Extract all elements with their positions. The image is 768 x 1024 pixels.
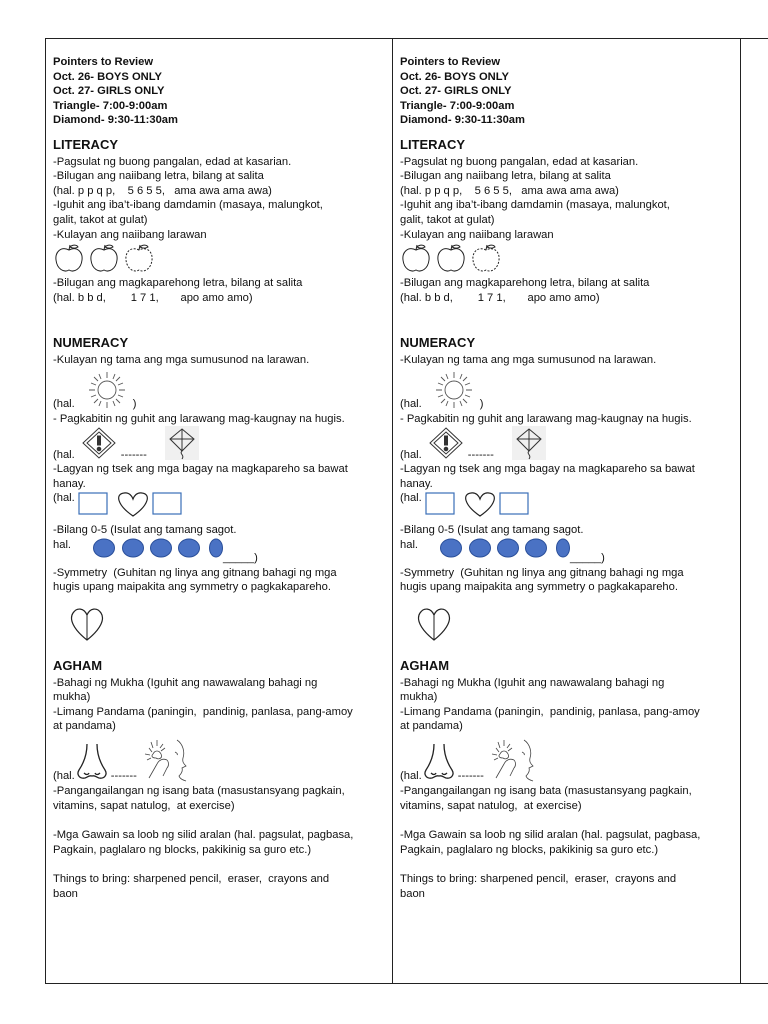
hal-label: (hal. [400,397,422,410]
answer-blank: _____) [570,552,605,565]
numeracy-line: -Kulayan ng tama ang mga sumusunod na larawan. [400,353,657,366]
literacy-line: -Bilugan ang magkaparehong letra, bilang at salita [400,277,650,290]
sun-icon [81,370,133,410]
literacy-heading: LITERACY [53,136,118,152]
boys-schedule: Oct. 26- BOYS ONLY [400,70,510,83]
literacy-line: -Bilugan ang magkaparehong letra, bilang at salita [53,277,303,290]
heart-symmetry-icon [67,605,393,651]
shape-match-example [53,426,393,462]
agham-line: -Limang Pandama (paningin, pandinig, panlasa, pang-amoy [53,705,353,718]
shapes-row-icon [77,489,187,519]
numeracy-line: -Symmetry (Guhitan ng linya ang gitnang bahagi ng mga [400,566,684,579]
triangle-schedule: Triangle- 7:00-9:00am [53,99,168,112]
numeracy-line: hugis upang maipakita ang symmetry o pagkakapareho. [53,581,331,594]
hal-label: hal. [400,538,419,551]
spacer [400,813,740,828]
column-divider-2 [740,38,741,984]
sun-example [400,368,740,412]
answer-blank: _____) [223,552,258,565]
blue-circles-icon [440,538,570,558]
hal-label: (hal. [53,492,75,505]
hal-label: (hal. [53,770,75,783]
hal-label: (hal. [53,397,75,410]
literacy-line: galit, takot at gulat) [400,213,495,226]
diamond-schedule: Diamond- 9:30-11:30am [400,114,525,127]
numeracy-line: -Bilang 0-5 (Isulat ang tamang sagot. [53,524,237,537]
numeracy-line: - Pagkabitin ng guhit ang larawang mag-kaugnay na hugis. [53,412,345,425]
numeracy-line: - Pagkabitin ng guhit ang larawang mag-kaugnay na hugis. [400,412,692,425]
hal-label: (hal. [53,448,75,461]
senses-example [400,738,740,784]
agham-line: -Mga Gawain sa loob ng silid aralan (hal. pagsulat, pagbasa, [400,829,701,842]
sun-icon [428,370,480,410]
senses-dashes: ------- [110,770,137,783]
spacer [53,813,393,828]
literacy-line: galit, takot at gulat) [53,213,148,226]
literacy-line: -Kulayan ang naiibang larawan [53,228,207,241]
literacy-line: (hal. p p q p, 5 6 5 5, ama awa ama awa) [53,184,272,197]
agham-line: -Limang Pandama (paningin, pandinig, panlasa, pang-amoy [400,705,700,718]
apples-illustration [53,244,393,276]
agham-line: -Bahagi ng Mukha (Iguhit ang nawawalang bahagi ng [53,676,318,689]
review-title: Pointers to Review [400,56,501,68]
spacer [53,857,393,872]
kite-icon [165,426,199,460]
literacy-line: -Kulayan ang naiibang larawan [400,228,554,241]
things-to-bring-cont: baon [400,888,425,900]
agham-line: at pandama) [53,720,116,733]
counting-example [53,538,393,565]
match-dashes: ------- [467,448,494,461]
literacy-line: -Pagsulat ng buong pangalan, edad at kasarian. [400,155,639,168]
agham-line: mukha) [53,691,91,704]
smelling-flower-icon [486,736,538,782]
agham-line: mukha) [400,691,438,704]
apples-illustration [400,244,740,276]
numeracy-heading: NUMERACY [400,335,476,351]
smelling-flower-icon [139,736,191,782]
shape-match-example [400,426,740,462]
road-sign-icon [79,426,119,460]
agham-line: Pagkain, paglalaro ng blocks, pakikinig sa guro etc.) [400,843,659,856]
hal-label: (hal. [400,770,422,783]
road-sign-icon [426,426,466,460]
numeracy-line: -Lagyan ng tsek ang mga bagay na magkapareho sa bawat [53,463,348,476]
literacy-line: (hal. b b d, 1 7 1, apo amo amo) [53,291,253,304]
counting-example [400,538,740,565]
numeracy-heading: NUMERACY [53,335,129,351]
review-column-left [53,55,393,902]
agham-line: -Bahagi ng Mukha (Iguhit ang nawawalang bahagi ng [400,676,665,689]
agham-line: vitamins, sapat natulog, at exercise) [400,799,582,812]
review-title: Pointers to Review [53,56,154,68]
nose-icon [75,742,109,782]
agham-line: at pandama) [400,720,463,733]
same-objects-example [400,491,740,513]
literacy-line: -Pagsulat ng buong pangalan, edad at kasarian. [53,155,292,168]
numeracy-line: -Lagyan ng tsek ang mga bagay na magkapareho sa bawat [400,463,695,476]
sun-example [53,368,393,412]
agham-line: Pagkain, paglalaro ng blocks, pakikinig sa guro etc.) [53,843,312,856]
numeracy-line: hanay. [53,477,86,490]
spacer [400,857,740,872]
senses-example [53,738,393,784]
numeracy-line: hugis upang maipakita ang symmetry o pagkakapareho. [400,581,678,594]
senses-dashes: ------- [457,770,484,783]
review-column-right [400,55,740,902]
literacy-line: -Bilugan ang naiibang letra, bilang at salita [400,170,611,183]
hal-label: (hal. [400,492,422,505]
nose-icon [422,742,456,782]
hal-label: (hal. [400,448,422,461]
agham-line: -Mga Gawain sa loob ng silid aralan (hal. pagsulat, pagbasa, [53,829,354,842]
hal-label: hal. [53,538,72,551]
literacy-line: (hal. p p q p, 5 6 5 5, ama awa ama awa) [400,184,619,197]
agham-line: vitamins, sapat natulog, at exercise) [53,799,235,812]
agham-heading: AGHAM [400,658,450,674]
kite-icon [512,426,546,460]
numeracy-line: -Bilang 0-5 (Isulat ang tamang sagot. [400,524,584,537]
blue-circles-icon [93,538,223,558]
same-objects-example [53,491,393,513]
things-to-bring-cont: baon [53,888,78,900]
numeracy-line: -Symmetry (Guhitan ng linya ang gitnang bahagi ng mga [53,566,337,579]
agham-line: -Pangangailangan ng isang bata (masustansyang pagkain, [400,785,692,798]
things-to-bring: Things to bring: sharpened pencil, eraser, crayons and [400,873,677,886]
diamond-schedule: Diamond- 9:30-11:30am [53,114,178,127]
literacy-line: -Iguhit ang iba’t-ibang damdamin (masaya, malungkot, [53,199,323,212]
literacy-line: -Bilugan ang naiibang letra, bilang at salita [53,170,264,183]
numeracy-line: -Kulayan ng tama ang mga sumusunod na larawan. [53,353,310,366]
literacy-line: (hal. b b d, 1 7 1, apo amo amo) [400,291,600,304]
things-to-bring: Things to bring: sharpened pencil, eraser, crayons and [53,873,330,886]
literacy-line: -Iguhit ang iba’t-ibang damdamin (masaya, malungkot, [400,199,670,212]
hal-close: ) [132,397,137,410]
numeracy-line: hanay. [400,477,433,490]
shapes-row-icon [424,489,534,519]
literacy-heading: LITERACY [400,136,465,152]
match-dashes: ------- [120,448,147,461]
agham-line: -Pangangailangan ng isang bata (masustansyang pagkain, [53,785,345,798]
boys-schedule: Oct. 26- BOYS ONLY [53,70,163,83]
girls-schedule: Oct. 27- GIRLS ONLY [53,85,165,98]
triangle-schedule: Triangle- 7:00-9:00am [400,99,515,112]
heart-symmetry-icon [414,605,740,651]
girls-schedule: Oct. 27- GIRLS ONLY [400,85,512,98]
agham-heading: AGHAM [53,658,103,674]
hal-close: ) [479,397,484,410]
